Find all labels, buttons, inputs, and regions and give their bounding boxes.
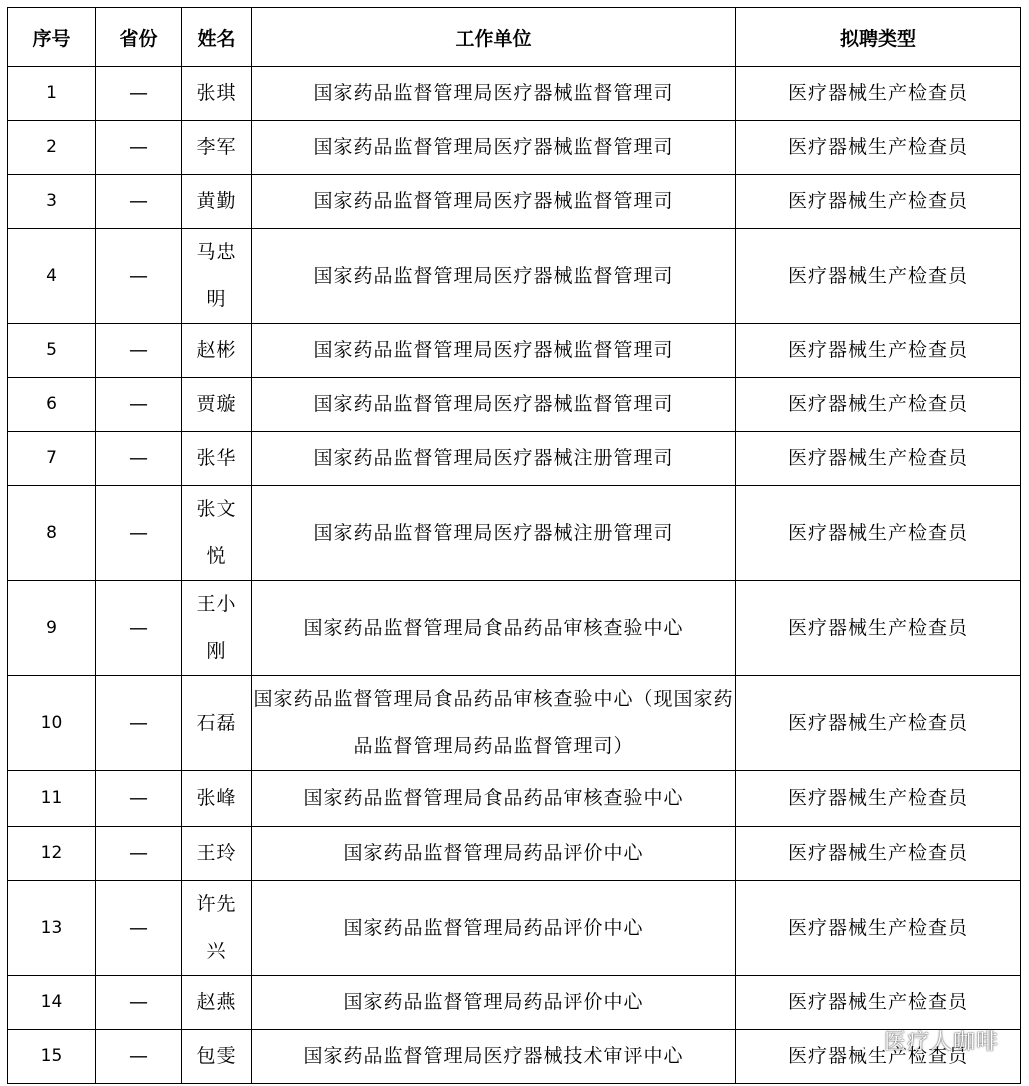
table-row [8,771,1021,827]
cell-type: 医疗器械生产检查员 [736,229,1021,324]
cell-name: 石磊 [182,676,252,771]
cell-no: 6 [8,378,96,432]
cell-name: 王玲 [182,827,252,881]
cell-province: — [96,121,182,175]
table-row [8,486,1021,581]
cell-name: 贾璇 [182,378,252,432]
cell-province: — [96,581,182,676]
table-row [8,976,1021,1030]
cell-province: — [96,378,182,432]
table-row [8,881,1021,976]
cell-type: 医疗器械生产检查员 [736,676,1021,771]
cell-unit: 国家药品监督管理局食品药品审核查验中心 [252,581,736,676]
table-row [8,121,1021,175]
cell-name: 马忠明 [182,229,252,324]
cell-no: 11 [8,771,96,827]
table-row [8,378,1021,432]
cell-type: 医疗器械生产检查员 [736,976,1021,1030]
wechat-icon [848,1028,878,1054]
cell-unit: 国家药品监督管理局医疗器械技术审评中心 [252,1030,736,1084]
cell-no: 1 [8,67,96,121]
cell-type: 医疗器械生产检查员 [736,581,1021,676]
cell-name: 李军 [182,121,252,175]
table-row [8,229,1021,324]
cell-province: — [96,229,182,324]
cell-no: 8 [8,486,96,581]
cell-no: 4 [8,229,96,324]
cell-name: 王小刚 [182,581,252,676]
cell-type: 医疗器械生产检查员 [736,378,1021,432]
cell-no: 2 [8,121,96,175]
cell-province: — [96,771,182,827]
table-row [8,324,1021,378]
cell-type: 医疗器械生产检查员 [736,486,1021,581]
cell-type: 医疗器械生产检查员 [736,67,1021,121]
table-row [8,175,1021,229]
cell-name: 张华 [182,432,252,486]
cell-province: — [96,1030,182,1084]
cell-type: 医疗器械生产检查员 [736,432,1021,486]
cell-name: 包雯 [182,1030,252,1084]
cell-province: — [96,324,182,378]
cell-name: 张峰 [182,771,252,827]
cell-unit: 国家药品监督管理局医疗器械注册管理司 [252,432,736,486]
cell-name: 黄勤 [182,175,252,229]
cell-province: — [96,67,182,121]
watermark-text: 医疗人咖啡 [883,1030,999,1055]
cell-unit: 国家药品监督管理局医疗器械监督管理司 [252,324,736,378]
header-unit: 工作单位 [252,8,736,67]
table-row [8,827,1021,881]
header-no: 序号 [8,8,96,67]
table-row [8,432,1021,486]
table-row [8,676,1021,771]
cell-no: 15 [8,1030,96,1084]
cell-no: 10 [8,676,96,771]
cell-type: 医疗器械生产检查员 [736,771,1021,827]
table-row [8,67,1021,121]
cell-unit: 国家药品监督管理局食品药品审核查验中心 [252,771,736,827]
watermark [848,1025,999,1056]
cell-no: 7 [8,432,96,486]
cell-type: 医疗器械生产检查员 [736,1030,1021,1084]
cell-unit: 国家药品监督管理局医疗器械监督管理司 [252,67,736,121]
header-province: 省份 [96,8,182,67]
header-name: 姓名 [182,8,252,67]
cell-no: 14 [8,976,96,1030]
cell-province: — [96,827,182,881]
cell-unit: 国家药品监督管理局医疗器械监督管理司 [252,121,736,175]
cell-no: 3 [8,175,96,229]
header-row [8,8,1021,67]
cell-type: 医疗器械生产检查员 [736,175,1021,229]
table-container [7,7,1020,1084]
cell-type: 医疗器械生产检查员 [736,827,1021,881]
cell-province: — [96,976,182,1030]
cell-type: 医疗器械生产检查员 [736,324,1021,378]
cell-name: 张琪 [182,67,252,121]
cell-name: 许先兴 [182,881,252,976]
cell-province: — [96,676,182,771]
cell-no: 12 [8,827,96,881]
header-type: 拟聘类型 [736,8,1021,67]
cell-unit: 国家药品监督管理局医疗器械注册管理司 [252,486,736,581]
cell-unit: 国家药品监督管理局医疗器械监督管理司 [252,229,736,324]
cell-unit: 国家药品监督管理局药品评价中心 [252,881,736,976]
cell-province: — [96,486,182,581]
cell-province: — [96,432,182,486]
cell-name: 张文悦 [182,486,252,581]
cell-province: — [96,175,182,229]
cell-type: 医疗器械生产检查员 [736,881,1021,976]
cell-unit: 国家药品监督管理局医疗器械监督管理司 [252,378,736,432]
cell-unit: 国家药品监督管理局药品评价中心 [252,976,736,1030]
cell-type: 医疗器械生产检查员 [736,121,1021,175]
table-row [8,581,1021,676]
cell-name: 赵彬 [182,324,252,378]
cell-unit: 国家药品监督管理局食品药品审核查验中心（现国家药品监督管理局药品监督管理司） [252,676,736,771]
inspector-table [7,7,1021,1084]
cell-no: 5 [8,324,96,378]
cell-no: 13 [8,881,96,976]
cell-unit: 国家药品监督管理局药品评价中心 [252,827,736,881]
cell-unit: 国家药品监督管理局医疗器械监督管理司 [252,175,736,229]
cell-no: 9 [8,581,96,676]
cell-province: — [96,881,182,976]
cell-name: 赵燕 [182,976,252,1030]
